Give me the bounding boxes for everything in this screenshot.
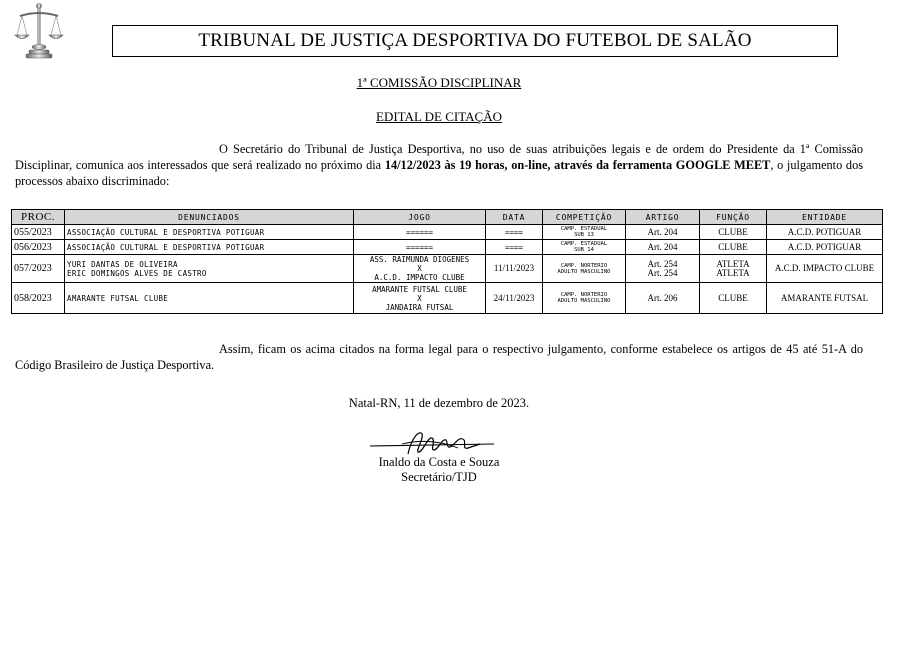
header-jogo: JOGO bbox=[354, 210, 486, 225]
cell-competicao: CAMP. NORTERIO ADULTO MASCULINO bbox=[543, 283, 626, 314]
header-entidade: ENTIDADE bbox=[767, 210, 883, 225]
header-competicao: COMPETIÇÃO bbox=[543, 210, 626, 225]
table-row bbox=[12, 255, 883, 283]
cell-entidade: A.C.D. IMPACTO CLUBE bbox=[767, 255, 883, 283]
cell-proc: 055/2023 bbox=[12, 225, 65, 240]
place-date: Natal-RN, 11 de dezembro de 2023. bbox=[348, 396, 530, 410]
cell-funcao: CLUBE bbox=[700, 240, 767, 255]
cell-data: 11/11/2023 bbox=[486, 255, 543, 283]
table-row bbox=[12, 283, 883, 314]
cell-entidade: AMARANTE FUTSAL bbox=[767, 283, 883, 314]
intro-text-2: , o julgamento dos processos abaixo discriminado: bbox=[15, 158, 863, 188]
cell-proc: 058/2023 bbox=[12, 283, 65, 314]
cell-denunciados: ASSOCIAÇÃO CULTURAL E DESPORTIVA POTIGUAR bbox=[65, 225, 354, 240]
cell-artigo: Art. 206 bbox=[626, 283, 700, 314]
cell-data: 24/11/2023 bbox=[486, 283, 543, 314]
header-funcao: FUNÇÃO bbox=[700, 210, 767, 225]
cell-jogo: ASS. RAIMUNDA DIOGENES X A.C.D. IMPACTO CLUBE bbox=[354, 255, 486, 283]
page-title-box bbox=[112, 25, 838, 57]
table-header-row bbox=[12, 210, 883, 225]
intro-text-1: O Secretário do Tribunal de Justiça Desportiva, no uso de suas atribuições legais e de ordem do Presidente da 1ª Comissão Disciplinar, comunica aos interessados que será realizado no próximo dia bbox=[15, 142, 863, 172]
scales-of-justice-icon bbox=[14, 2, 64, 60]
cell-jogo: ====== bbox=[354, 225, 486, 240]
process-table bbox=[11, 209, 883, 314]
cell-funcao: CLUBE bbox=[700, 225, 767, 240]
closing-text: Assim, ficam os acima citados na forma legal para o respectivo julgamento, conforme estabelece os artigos de 45 até 51-A do Código Brasileiro de Justiça Desportiva. bbox=[15, 342, 863, 372]
cell-proc: 056/2023 bbox=[12, 240, 65, 255]
cell-artigo: Art. 254 Art. 254 bbox=[626, 255, 700, 283]
cell-proc: 057/2023 bbox=[12, 255, 65, 283]
cell-denunciados: YURI DANTAS DE OLIVEIRA ERIC DOMINGOS ALVES DE CASTRO bbox=[65, 255, 354, 283]
intro-bold-date: 14/12/2023 às 19 horas, on-line, através da ferramenta GOOGLE MEET bbox=[384, 158, 771, 172]
cell-denunciados: AMARANTE FUTSAL CLUBE bbox=[65, 283, 354, 314]
header-data: DATA bbox=[486, 210, 543, 225]
cell-artigo: Art. 204 bbox=[626, 225, 700, 240]
cell-denunciados: ASSOCIAÇÃO CULTURAL E DESPORTIVA POTIGUAR bbox=[65, 240, 354, 255]
cell-funcao: CLUBE bbox=[700, 283, 767, 314]
header-denunciados: DENUNCIADOS bbox=[65, 210, 354, 225]
table-row bbox=[12, 225, 883, 240]
header-artigo: ARTIGO bbox=[626, 210, 700, 225]
document-type-heading: EDITAL DE CITAÇÃO bbox=[376, 109, 502, 124]
cell-data: ==== bbox=[486, 225, 543, 240]
signatory-name: Inaldo da Costa e Souza bbox=[378, 455, 500, 469]
cell-competicao: CAMP. ESTADUAL SUB 13 bbox=[543, 225, 626, 240]
cell-data: ==== bbox=[486, 240, 543, 255]
cell-artigo: Art. 204 bbox=[626, 240, 700, 255]
signature-block bbox=[0, 455, 878, 485]
table-row bbox=[12, 240, 883, 255]
cell-entidade: A.C.D. POTIGUAR bbox=[767, 240, 883, 255]
intro-paragraph bbox=[15, 141, 863, 189]
signatory-role: Secretário/TJD bbox=[401, 470, 477, 484]
cell-funcao: ATLETA ATLETA bbox=[700, 255, 767, 283]
cell-jogo: ====== bbox=[354, 240, 486, 255]
closing-paragraph bbox=[15, 341, 863, 373]
page-title: TRIBUNAL DE JUSTIÇA DESPORTIVA DO FUTEBOL DE SALÃO bbox=[198, 30, 752, 51]
header-proc: PROC. bbox=[12, 210, 65, 225]
commission-heading: 1ª COMISSÃO DISCIPLINAR bbox=[356, 75, 522, 90]
cell-competicao: CAMP. NORTERIO ADULTO MASCULINO bbox=[543, 255, 626, 283]
cell-jogo: AMARANTE FUTSAL CLUBE X JANDAIRA FUTSAL bbox=[354, 283, 486, 314]
cell-entidade: A.C.D. POTIGUAR bbox=[767, 225, 883, 240]
cell-competicao: CAMP. ESTADUAL SUB 14 bbox=[543, 240, 626, 255]
